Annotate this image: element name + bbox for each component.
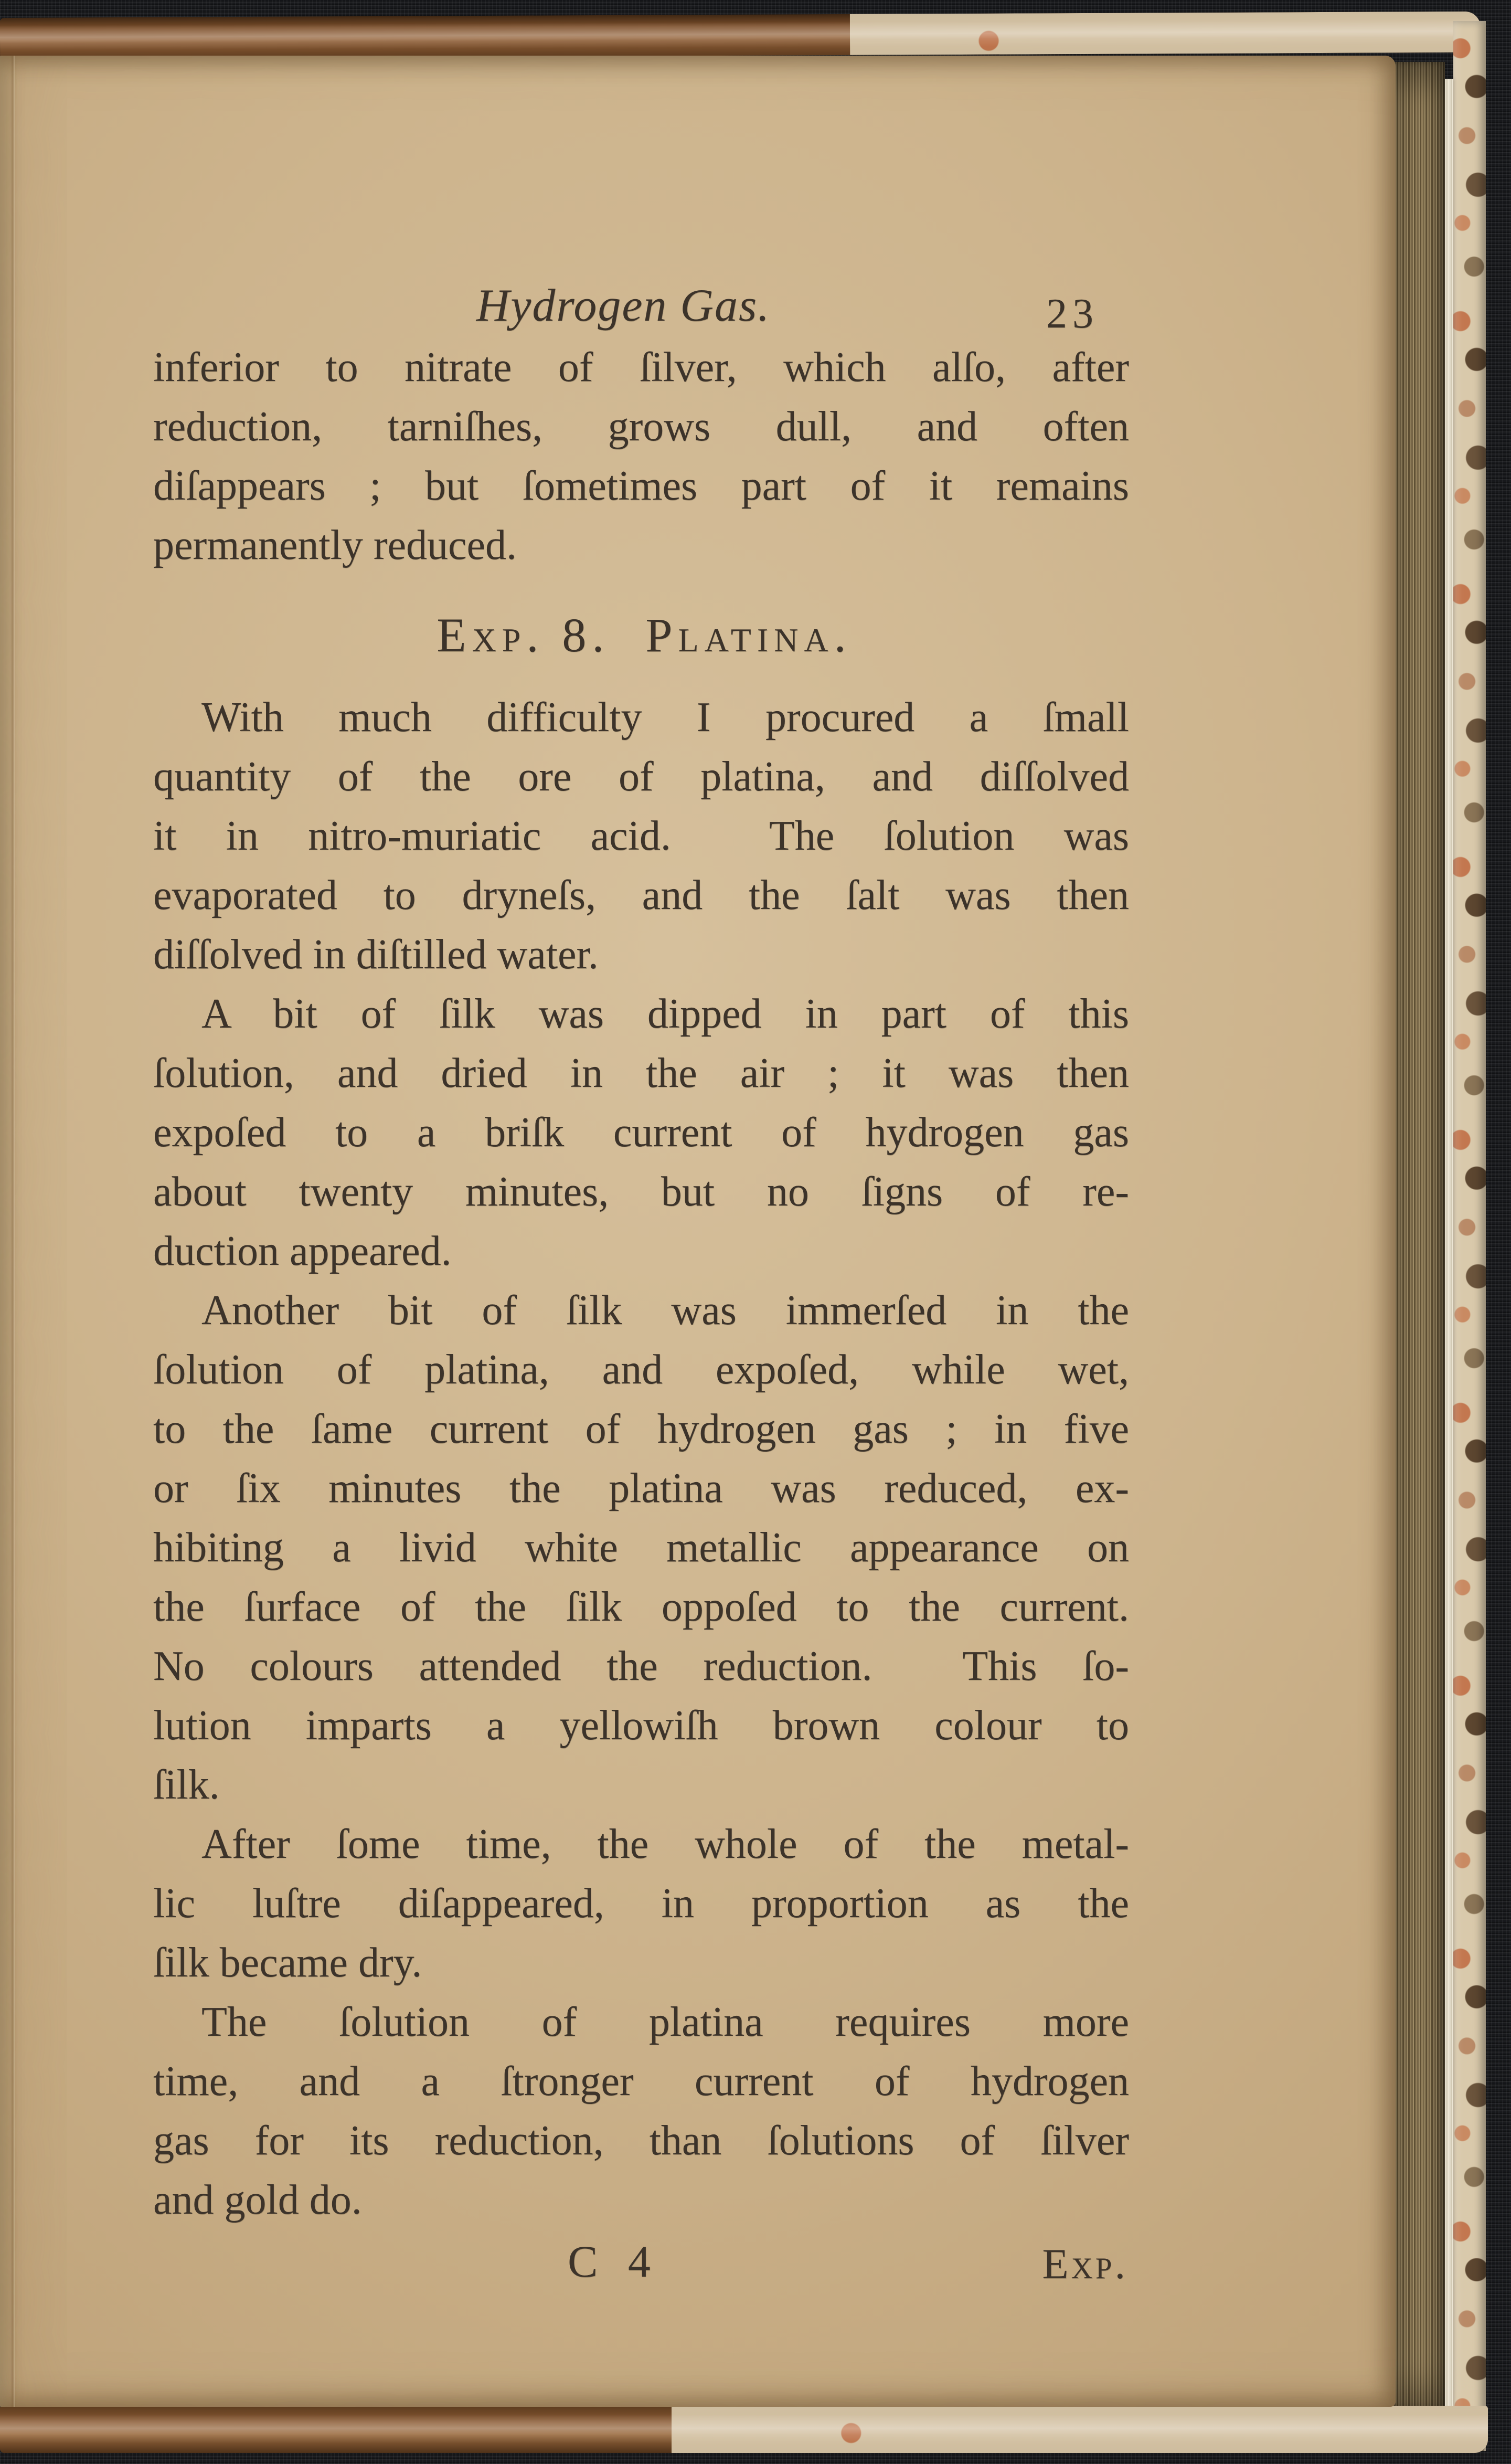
catchword: Exp. — [1042, 2240, 1128, 2288]
text-line: diſſolved in diſtilled water. — [153, 932, 599, 978]
text-line: and gold do. — [153, 2177, 362, 2223]
text-line: expoſed to a briſk current of hydrogen gas — [153, 1109, 1129, 1156]
text-line: or ſix minutes the platina was reduced, ex- — [153, 1465, 1129, 1511]
running-title: Hydrogen Gas. — [476, 280, 771, 331]
text-line: lution imparts a yellowiſh brown colour to — [153, 1702, 1129, 1749]
text-line: reduction, tarniſhes, grows dull, and often — [153, 404, 1129, 450]
book-page — [0, 56, 1396, 2407]
paragraph-procured-ore — [153, 688, 1129, 985]
bottom-leather-binding-edge — [0, 2406, 1488, 2453]
text-line: After ſome time, the whole of the metal- — [201, 1821, 1129, 1867]
text-line: quantity of the ore of platina, and diſſolved — [153, 754, 1129, 800]
text-line: lic luſtre diſappeared, in proportion as the — [153, 1880, 1129, 1927]
text-line: ſilk. — [153, 1762, 220, 1808]
text-line: Another bit of ſilk was immerſed in the — [201, 1287, 1129, 1334]
text-line: permanently reduced. — [153, 522, 517, 568]
text-line: inferior to nitrate of ſilver, which alſo, after — [153, 344, 1129, 390]
text-line: the ſurface of the ſilk oppoſed to the current. — [153, 1584, 1129, 1630]
paragraph-silk-immersed — [153, 1281, 1129, 1815]
text-line: The ſolution of platina requires more — [201, 1999, 1129, 2045]
top-leather-binding-edge — [0, 12, 1481, 59]
paragraph-silver-continuation — [153, 338, 1129, 575]
text-line: it in nitro-muriatic acid. The ſolution was — [153, 813, 1129, 859]
text-line: about twenty minutes, but no ſigns of re- — [153, 1169, 1129, 1215]
text-line: ſilk became dry. — [153, 1940, 422, 1986]
text-line: hibiting a livid white metallic appearance on — [153, 1525, 1129, 1571]
text-line: time, and a ſtronger current of hydrogen — [153, 2058, 1129, 2105]
gutter-crease-shadow — [10, 56, 15, 2407]
text-line: A bit of ſilk was dipped in part of this — [201, 991, 1129, 1037]
page-header — [153, 276, 1129, 338]
book-fore-edge-pages — [1392, 62, 1445, 2408]
section-heading-exp-8-platina: Exp. 8. Platina. — [437, 608, 852, 662]
paragraph-lustre-disappeared — [153, 1815, 1129, 1993]
gloss-reflection — [0, 12, 1481, 59]
paragraph-requires-more-time — [153, 1993, 1129, 2230]
text-line: to the ſame current of hydrogen gas ; in five — [153, 1406, 1129, 1452]
text-line: gas for its reduction, than ſolutions of ſilver — [153, 2118, 1129, 2164]
marbled-cover-board — [1453, 21, 1486, 2451]
gloss-reflection — [0, 2406, 1488, 2453]
text-line: ſolution of platina, and expoſed, while wet, — [153, 1347, 1129, 1393]
page-stack-edge — [1445, 79, 1453, 2407]
page-number: 23 — [1046, 291, 1099, 337]
paragraph-silk-dipped — [153, 985, 1129, 1281]
text-line: No colours attended the reduction. This ſo- — [153, 1643, 1129, 1689]
text-line: ſolution, and dried in the air ; it was then — [153, 1050, 1129, 1096]
signature-mark: C 4 — [568, 2236, 660, 2287]
text-line: diſappears ; but ſometimes part of it remains — [153, 463, 1129, 509]
signature-line — [153, 2232, 1129, 2291]
text-block — [153, 56, 1129, 2291]
text-line: With much difficulty I procured a ſmall — [201, 694, 1129, 741]
text-line: evaporated to dryneſs, and the ſalt was then — [153, 872, 1129, 918]
text-line: duction appeared. — [153, 1228, 452, 1274]
